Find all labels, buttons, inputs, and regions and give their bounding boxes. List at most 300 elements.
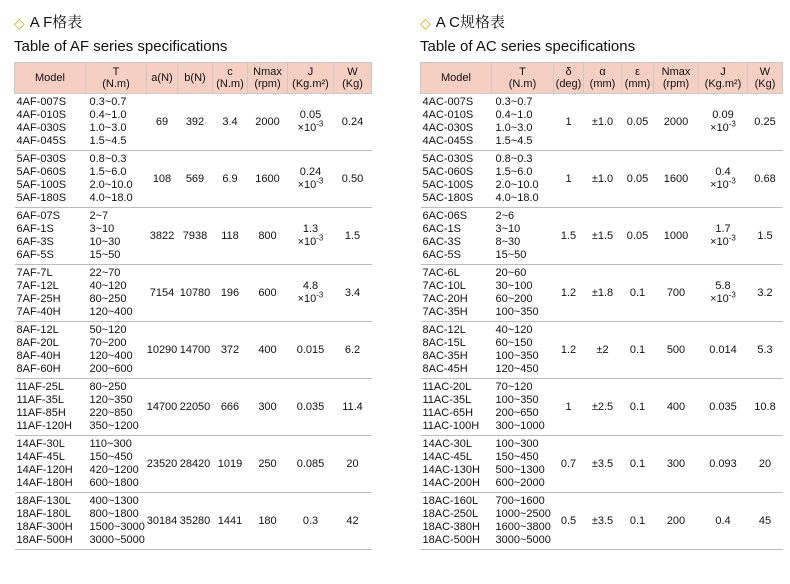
- b-force-cell-value: 569: [185, 172, 205, 185]
- nmax-cell-value: 400: [258, 343, 277, 356]
- inertia-exponent: -3: [728, 119, 736, 129]
- model-cell-line: 7AF-25H: [16, 293, 61, 305]
- nmax-cell-value: 600: [258, 286, 277, 299]
- torque-cell-line: 0.8~0.3: [89, 153, 127, 165]
- torque-cell: [86, 265, 147, 322]
- weight-cell-value: 42: [346, 514, 359, 527]
- ac-heading: [420, 14, 782, 32]
- column-header: [584, 63, 622, 94]
- table-row: [15, 151, 372, 208]
- inertia-cell: [288, 436, 334, 493]
- inertia-cell: [699, 94, 748, 151]
- c-cell: [213, 208, 248, 265]
- inertia-cell: [288, 94, 334, 151]
- a-force-cell: [147, 208, 178, 265]
- delta-cell-value: 1: [565, 115, 572, 128]
- weight-cell-value: 1.5: [344, 229, 361, 242]
- epsilon-cell-value: 0.1: [629, 343, 646, 356]
- inertia-cell: [699, 322, 748, 379]
- c-cell: [213, 151, 248, 208]
- inertia-multiplier: [699, 290, 748, 306]
- table-row: [421, 208, 783, 265]
- model-cell-line: 4AC-010S: [422, 109, 474, 121]
- column-header-label: α: [599, 66, 606, 78]
- torque-cell-line: 600~1800: [89, 477, 139, 489]
- model-cell-line: 7AF-40H: [16, 306, 61, 318]
- model-cell: [421, 94, 492, 151]
- alpha-cell: [584, 151, 622, 208]
- c-cell: [213, 322, 248, 379]
- ac-subtitle: Table of AC series specifications: [420, 38, 636, 55]
- b-force-cell-value: 14700: [179, 343, 211, 356]
- inertia-value: 1.7: [715, 223, 731, 235]
- torque-cell-line: 15~50: [89, 249, 121, 261]
- torque-cell-line: 120~350: [89, 394, 133, 406]
- weight-cell-value: 0.25: [754, 115, 776, 128]
- weight-cell: [334, 208, 372, 265]
- b-force-cell-value: 28420: [179, 457, 211, 470]
- nmax-cell-value: 1600: [255, 172, 280, 185]
- c-cell-value: 666: [220, 400, 240, 413]
- model-cell: [421, 322, 492, 379]
- weight-cell-value: 20: [758, 457, 772, 470]
- weight-cell: [748, 208, 783, 265]
- weight-cell: [748, 322, 783, 379]
- column-header-label: T: [519, 66, 526, 78]
- c-cell: [213, 379, 248, 436]
- torque-cell-line: 2~7: [89, 210, 109, 222]
- alpha-cell-value: ±2: [596, 343, 609, 356]
- model-cell-line: 8AF-12L: [16, 324, 59, 336]
- torque-cell-line: 30~100: [495, 280, 533, 292]
- model-cell-line: 18AF-500H: [16, 534, 73, 546]
- torque-cell: [86, 94, 147, 151]
- column-header-label: Nmax: [253, 66, 282, 78]
- torque-cell: [86, 208, 147, 265]
- epsilon-cell: [622, 493, 654, 550]
- a-force-cell-value: 10290: [146, 343, 178, 356]
- delta-cell-value: 0.7: [560, 457, 577, 470]
- inertia-cell: [288, 322, 334, 379]
- model-cell-line: 6AF-1S: [16, 223, 54, 235]
- inertia-times: ×10: [710, 236, 729, 248]
- a-force-cell-value: 23520: [146, 457, 178, 470]
- table-row: [15, 493, 372, 550]
- inertia-exponent: -3: [316, 290, 324, 300]
- model-cell-line: 7AC-6L: [422, 267, 460, 279]
- weight-cell-value: 11.4: [342, 400, 363, 413]
- weight-cell: [334, 493, 372, 550]
- torque-cell: [492, 94, 554, 151]
- model-cell-line: 11AC-100H: [422, 420, 480, 432]
- weight-cell: [748, 265, 783, 322]
- c-cell: [213, 94, 248, 151]
- model-cell-line: 7AF-7L: [16, 267, 53, 279]
- c-cell: [213, 265, 248, 322]
- torque-cell: [492, 493, 554, 550]
- table-row: [15, 208, 372, 265]
- model-cell-line: 18AC-160L: [422, 495, 479, 507]
- nmax-cell-value: 800: [258, 229, 277, 242]
- model-cell-line: 11AF-120H: [16, 420, 72, 432]
- nmax-cell-value: 2000: [663, 115, 689, 128]
- nmax-cell-value: 200: [666, 514, 686, 527]
- b-force-cell-value: 22050: [179, 400, 211, 413]
- weight-cell: [334, 265, 372, 322]
- torque-cell-line: 4.0~18.0: [89, 192, 133, 204]
- model-cell-line: 4AC-045S: [422, 135, 474, 147]
- alpha-cell-value: ±1.0: [591, 115, 614, 128]
- column-header: [421, 63, 492, 94]
- table-row: [15, 379, 372, 436]
- model-cell-line: 11AF-25L: [16, 381, 64, 393]
- model-cell-line: 14AC-130H: [422, 464, 480, 476]
- model-cell-line: 6AC-06S: [422, 210, 468, 222]
- model-cell-line: 18AC-500H: [422, 534, 480, 546]
- weight-cell-value: 10.8: [754, 400, 776, 413]
- epsilon-cell-value: 0.1: [629, 457, 646, 470]
- delta-cell: [554, 436, 584, 493]
- column-header-label: a(N): [151, 72, 173, 84]
- column-header-unit: (mm): [624, 78, 651, 90]
- inertia-times: ×10: [297, 179, 317, 191]
- delta-cell: [554, 208, 584, 265]
- model-cell: [15, 151, 86, 208]
- model-cell-line: 14AF-180H: [16, 477, 73, 489]
- torque-cell-line: 2~6: [495, 210, 515, 222]
- epsilon-cell: [622, 94, 654, 151]
- nmax-cell: [654, 493, 699, 550]
- model-cell-line: 4AC-007S: [422, 96, 474, 108]
- nmax-cell: [248, 493, 288, 550]
- table-row: [15, 94, 372, 151]
- inertia-exponent: -3: [316, 233, 324, 243]
- torque-cell-line: 100~300: [495, 438, 539, 450]
- b-force-cell-value: 7938: [182, 229, 208, 242]
- inertia-value: 0.015: [296, 343, 325, 356]
- c-cell: [213, 436, 248, 493]
- column-header-label: c: [227, 66, 233, 78]
- c-cell-value: 6.9: [222, 172, 238, 185]
- inertia-multiplier: [288, 176, 334, 192]
- weight-cell: [748, 493, 783, 550]
- column-header-unit: (Kg.m²): [292, 78, 329, 90]
- alpha-cell: [584, 94, 622, 151]
- delta-cell: [554, 322, 584, 379]
- torque-cell-line: 80~250: [89, 293, 127, 305]
- epsilon-cell-value: 0.1: [629, 514, 646, 527]
- alpha-cell: [584, 322, 622, 379]
- torque-cell-line: 420~1200: [89, 464, 139, 476]
- epsilon-cell-value: 0.1: [629, 286, 646, 299]
- header-row: [421, 63, 783, 94]
- nmax-cell-value: 1000: [663, 229, 689, 242]
- a-force-cell: [147, 265, 178, 322]
- c-cell-value: 118: [221, 229, 239, 242]
- model-cell-line: 7AC-10L: [422, 280, 466, 292]
- torque-cell-line: 0.4~1.0: [89, 109, 127, 121]
- torque-cell-line: 100~350: [495, 394, 539, 406]
- delta-cell-value: 1.5: [560, 229, 577, 242]
- model-cell-line: 5AF-060S: [16, 166, 67, 178]
- weight-cell: [748, 436, 783, 493]
- column-header-label: Model: [35, 72, 65, 84]
- model-cell-line: 18AC-250L: [422, 508, 479, 520]
- alpha-cell-value: ±1.0: [591, 172, 614, 185]
- inertia-times: ×10: [710, 179, 729, 191]
- b-force-cell: [178, 151, 213, 208]
- model-cell-line: 4AF-007S: [16, 96, 67, 108]
- inertia-exponent: -3: [316, 119, 324, 129]
- ac-title: A C规格表: [435, 14, 505, 31]
- column-header-label: δ: [565, 66, 572, 78]
- torque-cell: [86, 151, 147, 208]
- torque-cell-line: 3000~5000: [495, 534, 551, 546]
- a-force-cell-value: 108: [152, 172, 172, 185]
- torque-cell-line: 0.4~1.0: [495, 109, 533, 121]
- model-cell-line: 8AF-40H: [16, 350, 61, 362]
- nmax-cell-value: 250: [258, 457, 277, 470]
- inertia-multiplier: [699, 176, 748, 192]
- model-cell: [15, 94, 86, 151]
- model-cell-line: 7AF-12L: [16, 280, 59, 292]
- torque-cell-line: 500~1300: [495, 464, 545, 476]
- epsilon-cell-value: 0.05: [626, 229, 649, 242]
- model-cell-line: 14AF-30L: [16, 438, 65, 450]
- b-force-cell: [178, 379, 213, 436]
- alpha-cell-value: ±3.5: [591, 514, 614, 527]
- column-header: [699, 63, 748, 94]
- torque-cell-line: 200~650: [495, 407, 539, 419]
- model-cell-line: 6AC-5S: [422, 249, 462, 261]
- inertia-value: 0.035: [296, 400, 325, 413]
- torque-cell-line: 70~200: [89, 337, 127, 349]
- model-cell-line: 6AC-1S: [422, 223, 462, 235]
- nmax-cell: [654, 94, 699, 151]
- torque-cell-line: 60~150: [495, 337, 533, 349]
- column-header: [213, 63, 248, 94]
- b-force-cell: [178, 208, 213, 265]
- weight-cell-value: 6.2: [344, 343, 361, 356]
- table-row: [421, 94, 783, 151]
- torque-cell-line: 3~10: [495, 223, 521, 235]
- delta-cell-value: 1: [565, 400, 572, 413]
- torque-cell-line: 100~350: [495, 306, 539, 318]
- weight-cell: [748, 151, 783, 208]
- torque-cell-line: 4.0~18.0: [495, 192, 539, 204]
- column-header-label: ε: [635, 66, 640, 78]
- inertia-value: 0.3: [302, 514, 319, 527]
- inertia-cell: [699, 493, 748, 550]
- model-cell-line: 4AC-030S: [422, 122, 474, 134]
- model-cell: [421, 208, 492, 265]
- model-cell-line: 5AC-060S: [422, 166, 474, 178]
- weight-cell-value: 3.2: [757, 286, 773, 299]
- torque-cell-line: 15~50: [495, 249, 527, 261]
- torque-cell-line: 120~450: [495, 363, 539, 375]
- model-cell: [15, 379, 86, 436]
- c-cell-value: 1441: [217, 514, 243, 527]
- inertia-cell: [288, 151, 334, 208]
- weight-cell: [748, 379, 783, 436]
- inertia-value: 0.085: [296, 457, 325, 470]
- inertia-cell: [288, 208, 334, 265]
- af-heading: [14, 14, 371, 32]
- model-cell: [421, 436, 492, 493]
- a-force-cell-value: 69: [155, 115, 169, 128]
- column-header-label: J: [307, 66, 314, 78]
- torque-cell-line: 1.0~3.0: [495, 122, 533, 134]
- column-header: [554, 63, 584, 94]
- epsilon-cell-value: 0.1: [629, 400, 646, 413]
- model-cell-line: 6AF-5S: [16, 249, 54, 261]
- weight-cell: [748, 94, 783, 151]
- column-header-unit: (rpm): [662, 78, 690, 90]
- column-header: [248, 63, 288, 94]
- nmax-cell-value: 180: [258, 514, 277, 527]
- b-force-cell-value: 392: [185, 115, 205, 128]
- model-cell-line: 5AC-180S: [422, 192, 474, 204]
- nmax-cell: [248, 94, 288, 151]
- epsilon-cell: [622, 436, 654, 493]
- weight-cell: [334, 94, 372, 151]
- inertia-value: 0.014: [709, 343, 737, 356]
- inertia-cell: [288, 493, 334, 550]
- epsilon-cell-value: 0.05: [626, 172, 649, 185]
- model-cell: [15, 322, 86, 379]
- column-header-unit: (N.m): [508, 78, 537, 90]
- c-cell-value: 3.4: [222, 115, 238, 128]
- inertia-times: ×10: [710, 122, 729, 134]
- nmax-cell: [248, 151, 288, 208]
- model-cell-line: 11AC-20L: [422, 381, 472, 393]
- a-force-cell-value: 30184: [146, 514, 178, 527]
- nmax-cell-value: 300: [666, 457, 686, 470]
- epsilon-cell: [622, 265, 654, 322]
- alpha-cell-value: ±1.8: [591, 286, 614, 299]
- b-force-cell: [178, 94, 213, 151]
- column-header: [178, 63, 213, 94]
- torque-cell-line: 3~10: [89, 223, 115, 235]
- weight-cell: [334, 436, 372, 493]
- delta-cell: [554, 151, 584, 208]
- alpha-cell-value: ±2.5: [591, 400, 614, 413]
- delta-cell-value: 1.2: [560, 343, 577, 356]
- torque-cell-line: 1500~3000: [89, 521, 145, 533]
- inertia-times: ×10: [297, 236, 317, 248]
- nmax-cell-value: 1600: [663, 172, 689, 185]
- model-cell: [421, 493, 492, 550]
- inertia-value: 0.035: [709, 400, 737, 413]
- torque-cell-line: 300~1000: [495, 420, 545, 432]
- b-force-cell: [178, 493, 213, 550]
- b-force-cell-value: 10780: [179, 286, 211, 299]
- epsilon-cell: [622, 151, 654, 208]
- torque-cell-line: 200~600: [89, 363, 133, 375]
- c-cell-value: 1019: [217, 457, 243, 470]
- inertia-multiplier: [288, 290, 334, 306]
- torque-cell-line: 22~70: [89, 267, 121, 279]
- torque-cell-line: 0.8~0.3: [495, 153, 533, 165]
- torque-cell-line: 0.3~0.7: [89, 96, 127, 108]
- inertia-exponent: -3: [728, 290, 736, 300]
- column-header-unit: (Kg): [342, 78, 363, 90]
- model-cell-line: 14AC-200H: [422, 477, 480, 489]
- column-header-label: Model: [441, 72, 471, 84]
- inertia-cell: [699, 208, 748, 265]
- inertia-multiplier: [699, 119, 748, 135]
- header-row: [15, 63, 372, 94]
- torque-cell-line: 400~1300: [89, 495, 139, 507]
- model-cell-line: 6AF-3S: [16, 236, 54, 248]
- model-cell-line: 5AF-030S: [16, 153, 67, 165]
- inertia-value: 0.093: [709, 457, 737, 470]
- torque-cell-line: 8~30: [495, 236, 521, 248]
- alpha-cell: [584, 436, 622, 493]
- model-cell-line: 11AC-35L: [422, 394, 472, 406]
- inertia-times: ×10: [297, 293, 317, 305]
- inertia-value: 0.4: [715, 166, 731, 178]
- inertia-cell: [699, 436, 748, 493]
- model-cell-line: 11AF-85H: [16, 407, 66, 419]
- inertia-cell: [699, 379, 748, 436]
- b-force-cell-value: 35280: [179, 514, 211, 527]
- inertia-value: 5.8: [715, 280, 731, 292]
- inertia-cell: [288, 265, 334, 322]
- column-header-unit: (Kg.m²): [704, 78, 742, 90]
- inertia-value: 4.8: [302, 280, 319, 292]
- model-cell-line: 8AC-12L: [422, 324, 466, 336]
- delta-cell-value: 0.5: [560, 514, 577, 527]
- column-header: [622, 63, 654, 94]
- column-header-label: W: [347, 66, 358, 78]
- inertia-value: 0.24: [299, 166, 322, 178]
- model-cell-line: 8AC-15L: [422, 337, 466, 349]
- torque-cell-line: 2.0~10.0: [495, 179, 539, 191]
- model-cell: [421, 265, 492, 322]
- nmax-cell: [654, 436, 699, 493]
- delta-cell: [554, 379, 584, 436]
- inertia-multiplier: [288, 119, 334, 135]
- model-cell-line: 8AF-20L: [16, 337, 59, 349]
- delta-cell-value: 1: [565, 172, 572, 185]
- weight-cell-value: 0.24: [341, 115, 364, 128]
- column-header: [492, 63, 554, 94]
- column-header: [748, 63, 783, 94]
- alpha-cell: [584, 493, 622, 550]
- torque-cell: [492, 151, 554, 208]
- torque-cell-line: 2.0~10.0: [89, 179, 133, 191]
- model-cell-line: 18AF-130L: [16, 495, 71, 507]
- nmax-cell: [248, 379, 288, 436]
- table-row: [421, 493, 783, 550]
- torque-cell-line: 3000~5000: [89, 534, 145, 546]
- nmax-cell-value: 400: [666, 400, 686, 413]
- nmax-cell: [248, 436, 288, 493]
- model-cell-line: 11AC-65H: [422, 407, 474, 419]
- column-header-unit: (mm): [589, 78, 616, 90]
- torque-cell-line: 1.0~3.0: [89, 122, 127, 134]
- column-header-label: Nmax: [661, 66, 691, 78]
- weight-cell-value: 0.50: [341, 172, 364, 185]
- model-cell-line: 8AC-35H: [422, 350, 468, 362]
- table-row: [421, 379, 783, 436]
- model-cell: [15, 436, 86, 493]
- torque-cell-line: 100~350: [495, 350, 539, 362]
- af-title: A F格表: [29, 14, 83, 31]
- weight-cell: [334, 322, 372, 379]
- table-row: [421, 436, 783, 493]
